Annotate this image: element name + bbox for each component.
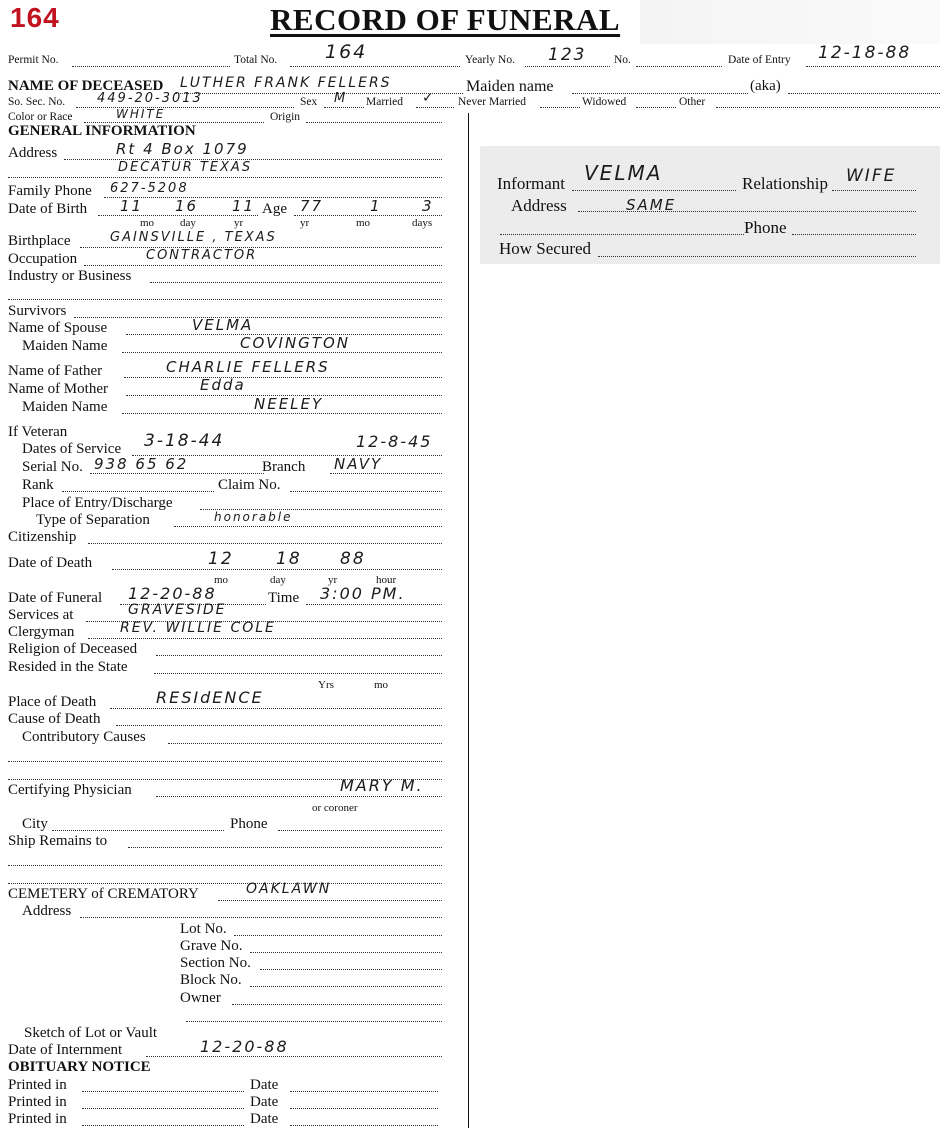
ssn-line[interactable] xyxy=(76,107,294,108)
sex-line[interactable] xyxy=(324,107,364,108)
race-label: Color or Race xyxy=(8,111,73,123)
maiden-label: Maiden name xyxy=(466,78,554,95)
date-entry-value: 12-18-88 xyxy=(818,43,912,63)
printed-in-label-3: Printed in xyxy=(8,1111,67,1127)
services-value: GRAVESIDE xyxy=(128,602,227,618)
phone-label: Phone xyxy=(230,816,268,832)
faded-background-tab xyxy=(640,0,940,44)
total-line[interactable] xyxy=(290,66,460,67)
printed-in-line-3[interactable] xyxy=(82,1125,244,1126)
section-label: Section No. xyxy=(180,955,251,971)
cause-line[interactable] xyxy=(116,725,442,726)
yearly-label: Yearly No. xyxy=(465,54,515,66)
printed-date-line-1[interactable] xyxy=(290,1091,438,1092)
branch-value: NAVY xyxy=(334,455,383,473)
cap-mo-2: mo xyxy=(356,217,371,229)
separation-label: Type of Separation xyxy=(36,512,150,528)
place-death-value: RESIdENCE xyxy=(156,688,264,707)
citizenship-line[interactable] xyxy=(88,543,442,544)
printed-date-label-2: Date xyxy=(250,1094,279,1110)
religion-line[interactable] xyxy=(156,655,442,656)
occupation-value: CONTRACTOR xyxy=(146,248,258,263)
dob-label: Date of Birth xyxy=(8,201,88,217)
name-label: NAME OF DECEASED xyxy=(8,78,164,94)
ship-line-3[interactable] xyxy=(8,883,442,884)
permit-label: Permit No. xyxy=(8,54,59,66)
separation-value: honorable xyxy=(214,510,293,524)
ship-line[interactable] xyxy=(128,847,442,848)
total-value: 164 xyxy=(325,41,368,63)
cemetery-line[interactable] xyxy=(218,900,442,901)
clergyman-value: REV. WILLIE COLE xyxy=(120,620,276,636)
age-line[interactable] xyxy=(294,215,442,216)
cemetery-address-label: Address xyxy=(22,903,72,919)
age-yr: 77 xyxy=(300,197,324,215)
cap-mo: mo xyxy=(140,217,155,229)
contributory-label: Contributory Causes xyxy=(22,729,146,745)
spouse-maiden-line[interactable] xyxy=(122,352,442,353)
other-label: Other xyxy=(679,96,706,108)
age-label: Age xyxy=(262,201,287,217)
internment-label: Date of Internment xyxy=(8,1042,123,1058)
aka-label: (aka) xyxy=(750,78,781,94)
permit-line[interactable] xyxy=(72,66,230,67)
coroner-caption: or coroner xyxy=(312,802,358,814)
general-heading: GENERAL INFORMATION xyxy=(8,123,196,139)
family-phone-value: 627-5208 xyxy=(110,181,189,196)
spouse-maiden-value: COVINGTON xyxy=(240,334,350,352)
contributory-line-2[interactable] xyxy=(8,761,442,762)
informant-label: Informant xyxy=(497,174,565,193)
survivors-label: Survivors xyxy=(8,303,67,319)
name-line[interactable] xyxy=(175,93,463,94)
never-married-label: Never Married xyxy=(458,96,527,108)
citizenship-label: Citizenship xyxy=(8,529,77,545)
dob-day: 16 xyxy=(175,197,199,215)
cemetery-label: CEMETERY of CREMATORY xyxy=(8,886,199,902)
informant-phone-label: Phone xyxy=(744,218,787,237)
industry-line[interactable] xyxy=(150,282,442,283)
dod-yr: 88 xyxy=(340,549,366,569)
serial-value: 938 65 62 xyxy=(94,455,189,473)
how-secured-line[interactable] xyxy=(598,256,916,257)
clergyman-label: Clergyman xyxy=(8,624,75,640)
block-label: Block No. xyxy=(180,972,242,988)
funeral-date-label: Date of Funeral xyxy=(8,590,103,606)
origin-line[interactable] xyxy=(306,122,442,123)
form-title: RECORD OF FUNERAL xyxy=(270,2,621,37)
sketch-label: Sketch of Lot or Vault xyxy=(24,1025,158,1041)
birthplace-value: GAINSVILLE , TEXAS xyxy=(110,230,277,245)
service-dates-label: Dates of Service xyxy=(22,441,122,457)
resided-label: Resided in the State xyxy=(8,659,128,675)
yearly-value: 123 xyxy=(548,45,587,65)
cap-day: day xyxy=(180,217,196,229)
dod-mo: 12 xyxy=(208,549,234,569)
ssn-label: So. Sec. No. xyxy=(8,96,66,108)
name-value: LUTHER FRANK FELLERS xyxy=(180,75,392,91)
services-label: Services at xyxy=(8,607,74,623)
origin-label: Origin xyxy=(270,111,301,123)
printed-in-label-1: Printed in xyxy=(8,1077,67,1093)
rank-label: Rank xyxy=(22,477,54,493)
occupation-label: Occupation xyxy=(8,251,78,267)
mother-value: Edda xyxy=(200,376,246,394)
physician-label: Certifying Physician xyxy=(8,782,132,798)
block-line[interactable] xyxy=(250,986,442,987)
city-label: City xyxy=(22,816,48,832)
rank-line[interactable] xyxy=(62,491,214,492)
sex-label: Sex xyxy=(300,96,318,108)
occupation-line[interactable] xyxy=(84,265,442,266)
dod-line[interactable] xyxy=(112,569,442,570)
father-line[interactable] xyxy=(124,377,442,378)
informant-address-value: SAME xyxy=(626,196,677,214)
contributory-line[interactable] xyxy=(168,743,442,744)
cap-dod-day: day xyxy=(270,574,286,586)
printed-in-label-2: Printed in xyxy=(8,1094,67,1110)
race-value: WHITE xyxy=(116,107,166,121)
date-entry-label: Date of Entry xyxy=(728,54,791,66)
cemetery-address-line[interactable] xyxy=(80,917,442,918)
cap-dod-mo: mo xyxy=(214,574,229,586)
total-label: Total No. xyxy=(234,54,278,66)
cause-label: Cause of Death xyxy=(8,711,101,727)
cemetery-value: OAKLAWN xyxy=(246,881,332,897)
ssn-value: 449-20-3013 xyxy=(97,91,203,106)
physician-line[interactable] xyxy=(156,796,442,797)
veteran-label: If Veteran xyxy=(8,424,68,440)
printed-date-line-3[interactable] xyxy=(290,1125,438,1126)
cap-dod-hour: hour xyxy=(376,574,397,586)
dob-line[interactable] xyxy=(98,215,258,216)
dob-mo: 11 xyxy=(120,197,144,215)
mother-maiden-value: NEELEY xyxy=(254,395,324,413)
never-married-line[interactable] xyxy=(540,107,580,108)
section-line[interactable] xyxy=(260,969,442,970)
date-entry-line[interactable] xyxy=(806,66,940,67)
informant-line[interactable] xyxy=(572,190,736,191)
relationship-value: WIFE xyxy=(846,166,897,186)
spouse-maiden-label: Maiden Name xyxy=(22,338,108,354)
survivors-line[interactable] xyxy=(74,317,442,318)
grave-label: Grave No. xyxy=(180,938,243,954)
sex-value: M xyxy=(334,91,348,106)
mother-label: Name of Mother xyxy=(8,381,108,397)
yearly-line[interactable] xyxy=(525,66,610,67)
printed-in-line-2[interactable] xyxy=(82,1108,244,1109)
cap-resided-yrs: Yrs xyxy=(318,679,334,691)
address-label: Address xyxy=(8,145,58,161)
physician-value: MARY M. xyxy=(340,776,424,795)
widowed-label: Widowed xyxy=(582,96,627,108)
serial-line[interactable] xyxy=(90,473,264,474)
funeral-date-value: 12-20-88 xyxy=(128,584,217,603)
father-value: CHARLIE FELLERS xyxy=(166,358,330,376)
dod-day: 18 xyxy=(276,549,302,569)
informant-value: VELMA xyxy=(584,161,663,185)
owner-line-2[interactable] xyxy=(186,1021,442,1022)
mother-maiden-label: Maiden Name xyxy=(22,399,108,415)
family-phone-label: Family Phone xyxy=(8,183,92,199)
entry-discharge-label: Place of Entry/Discharge xyxy=(22,495,173,511)
maiden-line[interactable] xyxy=(572,93,748,94)
branch-line[interactable] xyxy=(330,473,442,474)
other-line[interactable] xyxy=(716,107,940,108)
cap-resided-mo: mo xyxy=(374,679,389,691)
industry-label: Industry or Business xyxy=(8,268,132,284)
cap-yr-2: yr xyxy=(300,217,310,229)
informant-address-line-2[interactable] xyxy=(500,234,744,235)
address-value-1: Rt 4 Box 1079 xyxy=(116,140,249,158)
record-number: 164 xyxy=(10,2,60,33)
claim-line[interactable] xyxy=(290,491,442,492)
father-label: Name of Father xyxy=(8,363,103,379)
service-date-to: 12-8-45 xyxy=(356,432,433,451)
address-line-2[interactable] xyxy=(8,177,442,178)
informant-phone-line[interactable] xyxy=(792,234,916,235)
dob-yr: 11 xyxy=(232,197,256,215)
family-phone-line[interactable] xyxy=(104,197,442,198)
relationship-line[interactable] xyxy=(832,190,916,191)
cap-days: days xyxy=(412,217,433,229)
grave-line[interactable] xyxy=(250,952,442,953)
separation-line[interactable] xyxy=(174,526,442,527)
owner-label: Owner xyxy=(180,990,221,1006)
lot-line[interactable] xyxy=(234,935,442,936)
claim-label: Claim No. xyxy=(218,477,281,493)
no-line[interactable] xyxy=(636,66,722,67)
resided-line[interactable] xyxy=(154,673,442,674)
aka-line[interactable] xyxy=(788,93,940,94)
time-label: Time xyxy=(268,590,300,606)
time-value: 3:00 PM. xyxy=(320,584,406,603)
serial-label: Serial No. xyxy=(22,459,83,475)
internment-line[interactable] xyxy=(146,1056,442,1057)
address-value-2: DECATUR TEXAS xyxy=(118,160,253,175)
obituary-heading: OBITUARY NOTICE xyxy=(8,1059,151,1075)
phone-line[interactable] xyxy=(278,830,442,831)
birthplace-line[interactable] xyxy=(80,247,442,248)
birthplace-label: Birthplace xyxy=(8,233,71,249)
service-date-from: 3-18-44 xyxy=(144,431,225,451)
printed-in-line-1[interactable] xyxy=(82,1091,244,1092)
age-days: 3 xyxy=(422,197,434,215)
married-check: ✓ xyxy=(422,90,436,106)
cap-dod-yr: yr xyxy=(328,574,338,586)
column-divider xyxy=(468,113,469,1128)
city-line[interactable] xyxy=(52,830,224,831)
widowed-line[interactable] xyxy=(636,107,676,108)
place-death-line[interactable] xyxy=(110,708,442,709)
place-death-label: Place of Death xyxy=(8,694,97,710)
dod-label: Date of Death xyxy=(8,555,93,571)
printed-date-line-2[interactable] xyxy=(290,1108,438,1109)
internment-value: 12-20-88 xyxy=(200,1037,289,1056)
informant-panel xyxy=(480,146,940,264)
time-line[interactable] xyxy=(306,604,442,605)
religion-label: Religion of Deceased xyxy=(8,641,138,657)
spouse-label: Name of Spouse xyxy=(8,320,108,336)
mother-maiden-line[interactable] xyxy=(122,413,442,414)
branch-label: Branch xyxy=(262,459,306,475)
married-label: Married xyxy=(366,96,404,108)
married-line[interactable] xyxy=(416,107,454,108)
age-mo: 1 xyxy=(370,197,382,215)
how-secured-label: How Secured xyxy=(499,239,592,258)
spouse-value: VELMA xyxy=(192,316,254,334)
lot-label: Lot No. xyxy=(180,921,227,937)
industry-line-2[interactable] xyxy=(8,299,442,300)
ship-line-2[interactable] xyxy=(8,865,442,866)
owner-line[interactable] xyxy=(232,1004,442,1005)
no-label: No. xyxy=(614,54,631,66)
informant-address-label: Address xyxy=(511,196,567,215)
printed-date-label-3: Date xyxy=(250,1111,279,1127)
cap-yr: yr xyxy=(234,217,244,229)
ship-label: Ship Remains to xyxy=(8,833,108,849)
clergyman-line[interactable] xyxy=(88,638,442,639)
printed-date-label-1: Date xyxy=(250,1077,279,1093)
relationship-label: Relationship xyxy=(742,174,828,193)
